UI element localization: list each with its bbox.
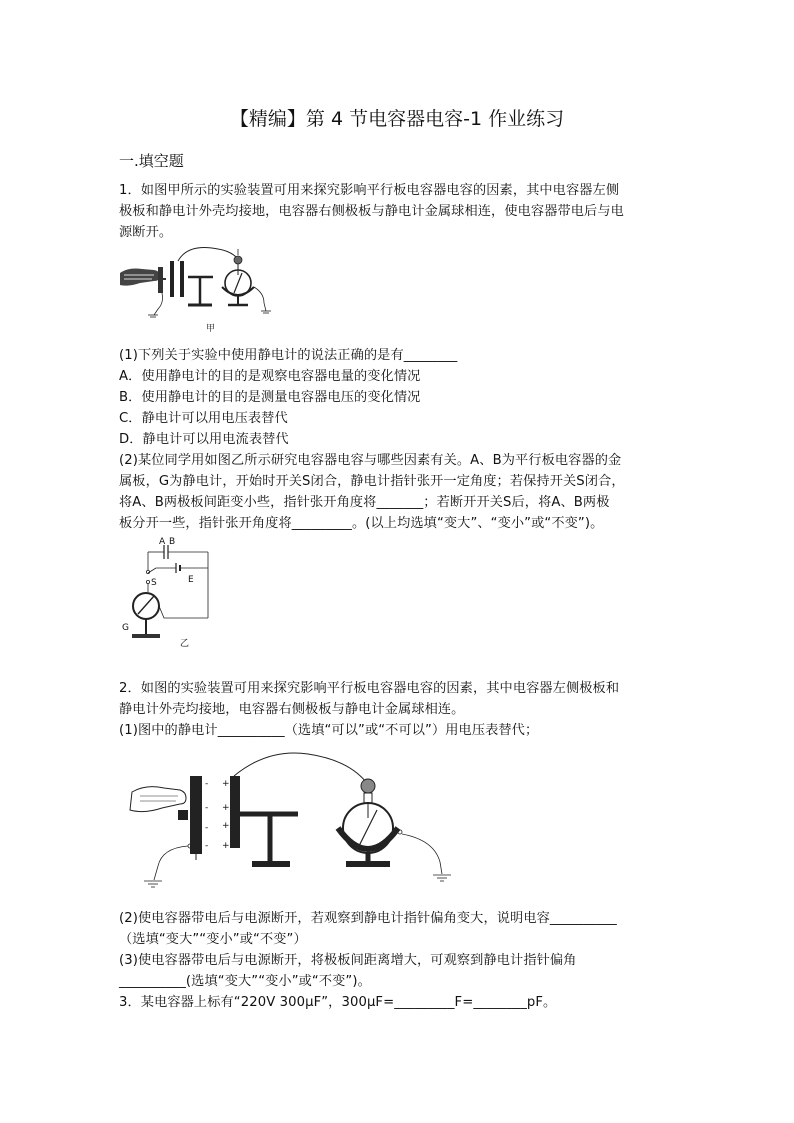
minus-sign-4: -	[205, 841, 209, 851]
page-title: 【精编】第 4 节电容器电容-1 作业练习	[229, 108, 565, 130]
figure-yi	[118, 538, 218, 650]
q1-sub2-line-2: 属板，G为静电计，开始时开关S闭合，静电计指针张开一定角度；若保持开关S闭合，	[119, 474, 625, 489]
section-heading: 一.填空题	[119, 152, 184, 170]
q1-option-c: C．静电计可以用电压表替代	[119, 411, 288, 426]
q1-option-b: B．使用静电计的目的是测量电容器电压的变化情况	[119, 390, 421, 405]
figure-q2	[118, 748, 458, 898]
q2-line-2: 静电计外壳均接地，电容器右侧极板与静电计金属球相连。	[119, 702, 465, 717]
q1-sub2-line-3: 将A、B两极板间距变小些，指针张开角度将_______；若断开开关S后，将A、B两极	[119, 495, 610, 510]
plus-sign-4: +	[222, 841, 230, 851]
minus-sign-3: -	[205, 823, 209, 833]
q2-line-1: 2．如图的实验装置可用来探究影响平行板电容器电容的因素，其中电容器左侧极板和	[119, 681, 620, 696]
minus-sign-1: -	[205, 779, 209, 789]
figure-yi-g: G	[122, 623, 129, 633]
plus-sign-2: +	[222, 803, 230, 813]
q1-line-1: 1．如图甲所示的实验装置可用来探究影响平行板电容器电容的因素，其中电容器左侧	[119, 183, 620, 198]
figure-yi-label: 乙	[180, 639, 190, 649]
q1-sub1: (1)下列关于实验中使用静电计的说法正确的是有________	[119, 348, 458, 363]
plus-sign-1: +	[222, 779, 230, 789]
q1-line-3: 源断开。	[119, 225, 173, 240]
minus-sign-2: -	[205, 803, 209, 813]
figure-yi-s: S	[151, 578, 157, 588]
figure-jia-label: 甲	[206, 324, 216, 334]
q1-line-2: 极板和静电计外壳均接地，电容器右侧极板与静电计金属球相连，使电容器带电后与电	[119, 204, 624, 219]
plus-sign-3: +	[222, 821, 230, 831]
figure-yi-e: E	[188, 575, 194, 585]
figure-yi-a: A	[159, 537, 166, 547]
q2-sub2-line-2: （选填“变大”“变小”或“不变”）	[119, 932, 307, 947]
q1-sub2-line-1: (2)某位同学用如图乙所示研究电容器电容与哪些因素有关。A、B为平行板电容器的金	[119, 453, 622, 468]
q2-sub1: (1)图中的静电计__________（选填“可以”或“不可以”）用电压表替代；	[119, 723, 539, 738]
q1-option-a: A．使用静电计的目的是观察电容器电量的变化情况	[119, 369, 421, 384]
q2-sub3-line-2: __________(选填“变大”“变小”或“不变”)。	[119, 974, 371, 989]
figure-yi-b: B	[169, 537, 176, 547]
q2-sub2-line-1: (2)使电容器带电后与电源断开，若观察到静电计指针偏角变大，说明电容__________	[119, 911, 617, 926]
q1-sub2-line-4: 板分开一些，指针张开角度将_________。(以上均选填“变大”、“变小”或“不变”)。	[119, 516, 604, 531]
q2-sub3-line-1: (3)使电容器带电后与电源断开，将极板间距离增大，可观察到静电计指针偏角	[119, 953, 577, 968]
q3-line: 3．某电容器上标有“220V 300μF”，300μF=_________F=________pF。	[119, 995, 557, 1010]
q1-option-d: D．静电计可以用电流表替代	[119, 432, 289, 447]
figure-jia	[118, 243, 278, 338]
